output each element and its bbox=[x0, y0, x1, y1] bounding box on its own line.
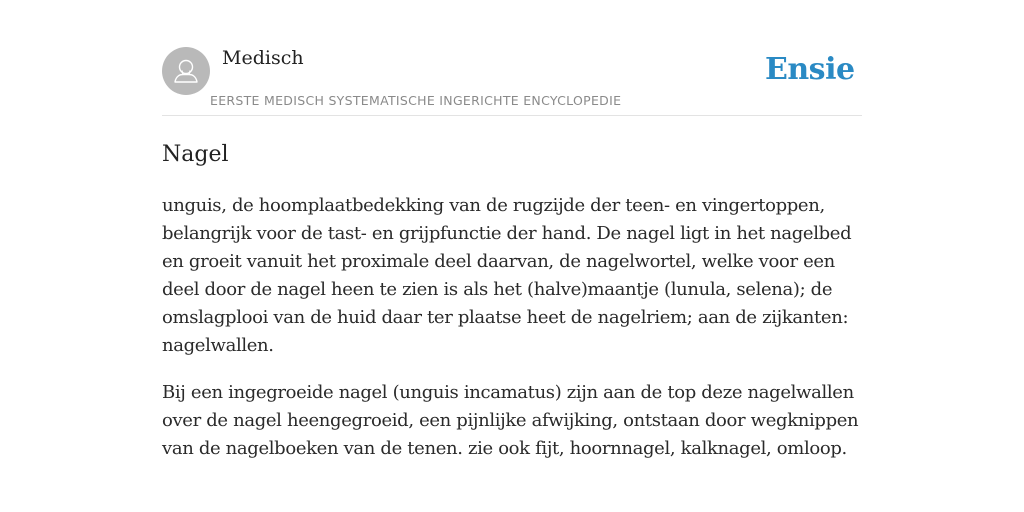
article-paragraph-1: unguis, de hoomplaatbedekking van de rugzijde der teen- en vingertoppen, belangrijk voor de tast- en grijpfunctie der hand. De nagel ligt in het nagelbed en groeit vanuit het proximale deel daarvan, de nagelwortel, welke voor een deel door de nagel heen te zien is als het (halve)maantje (lunula, selena); de omslagplooi van de huid daar ter plaatse heet de nagelriem; aan de zijkanten: nagelwallen. bbox=[162, 195, 852, 356]
article-title: Nagel bbox=[162, 142, 229, 167]
source-avatar[interactable] bbox=[162, 47, 210, 95]
article-paragraph-2: Bij een ingegroeide nagel (unguis incamatus) zijn aan de top deze nagelwallen over de nagel heengegroeid, een pijnlijke afwijking, ontstaan door wegknippen van de nagelboeken van de tenen. zie ook fijt, hoornnagel, kalknagel, omloop. bbox=[162, 382, 859, 459]
user-placeholder-icon bbox=[162, 47, 210, 95]
brand-logo[interactable]: Ensie bbox=[765, 52, 855, 87]
article-body bbox=[162, 192, 862, 482]
source-name[interactable]: Medisch bbox=[222, 47, 304, 69]
header-divider bbox=[162, 115, 862, 116]
source-subtitle: EERSTE MEDISCH SYSTEMATISCHE INGERICHTE ENCYCLOPEDIE bbox=[210, 93, 622, 108]
